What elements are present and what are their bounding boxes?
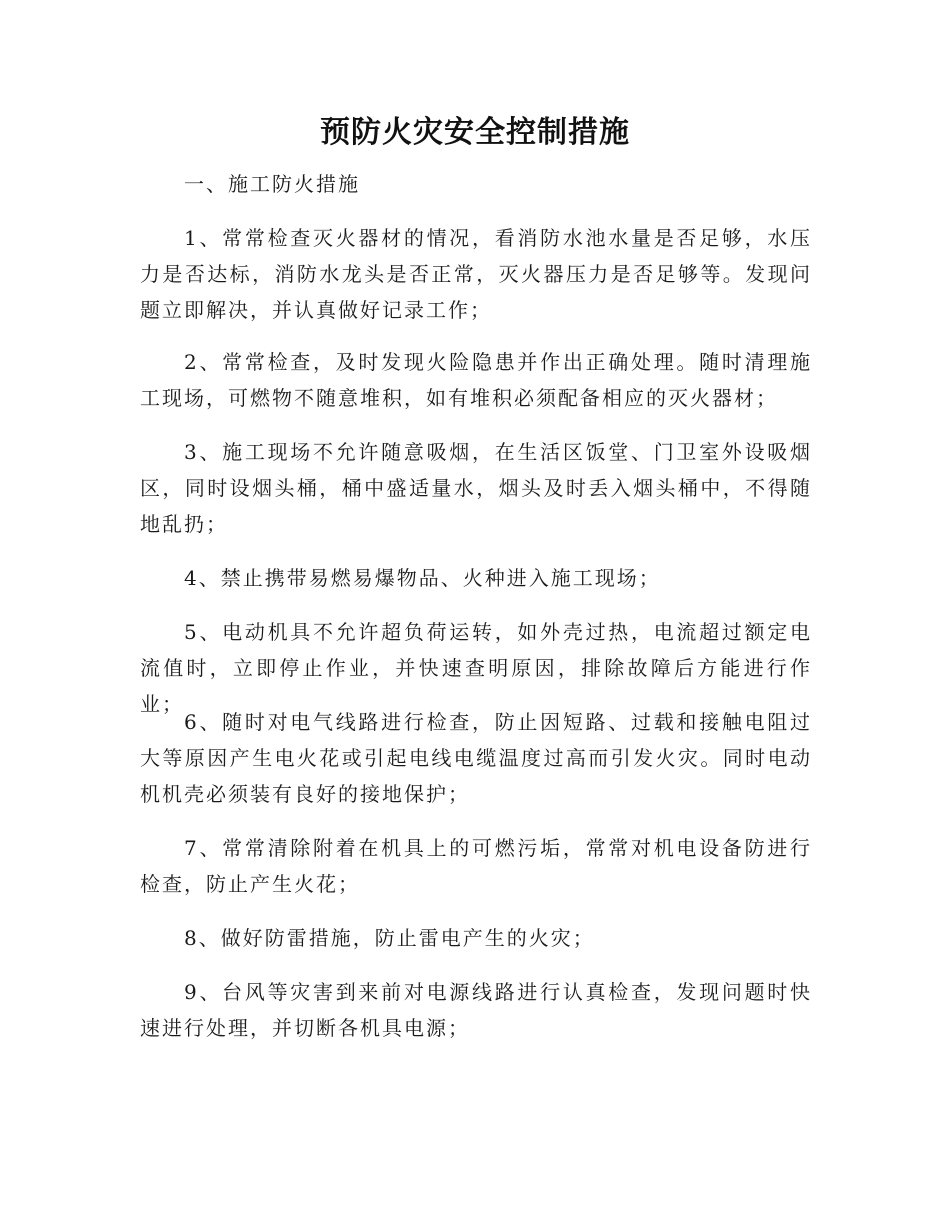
- section-heading: 一、施工防火措施: [184, 172, 360, 196]
- paragraph-3: 3、施工现场不允许随意吸烟，在生活区饭堂、门卫室外设吸烟区，同时设烟头桶，桶中盛适量水，烟头及时丢入烟头桶中，不得随地乱扔；: [140, 440, 812, 536]
- paragraph-1: 1、常常检查灭火器材的情况，看消防水池水量是否足够，水压力是否达标，消防水龙头是否正常，灭火器压力是否足够等。发现问题立即解决，并认真做好记录工作；: [140, 226, 812, 322]
- paragraph-6: 6、随时对电气线路进行检查，防止因短路、过载和接触电阻过大等原因产生电火花或引起电线电缆温度过高而引发火灾。同时电动机机壳必须装有良好的接地保护；: [140, 710, 812, 806]
- paragraph-2: 2、常常检查，及时发现火险隐患并作出正确处理。随时清理施工现场，可燃物不随意堆积，如有堆积必须配备相应的灭火器材；: [140, 350, 812, 410]
- paragraph-7: 7、常常清除附着在机具上的可燃污垢，常常对机电设备防进行检查，防止产生火花；: [140, 836, 812, 896]
- paragraph-5: 5、电动机具不允许超负荷运转，如外壳过热，电流超过额定电流值时，立即停止作业，并快速查明原因，排除故障后方能进行作业；: [140, 620, 812, 716]
- paragraph-4: 4、禁止携带易燃易爆物品、火种进入施工现场；: [184, 566, 661, 590]
- paragraph-9: 9、台风等灾害到来前对电源线路进行认真检查，发现问题时快速进行处理，并切断各机具电源；: [140, 980, 812, 1040]
- document-title: 预防火灾安全控制措施: [320, 115, 630, 150]
- paragraph-8: 8、做好防雷措施，防止雷电产生的火灾；: [184, 926, 595, 950]
